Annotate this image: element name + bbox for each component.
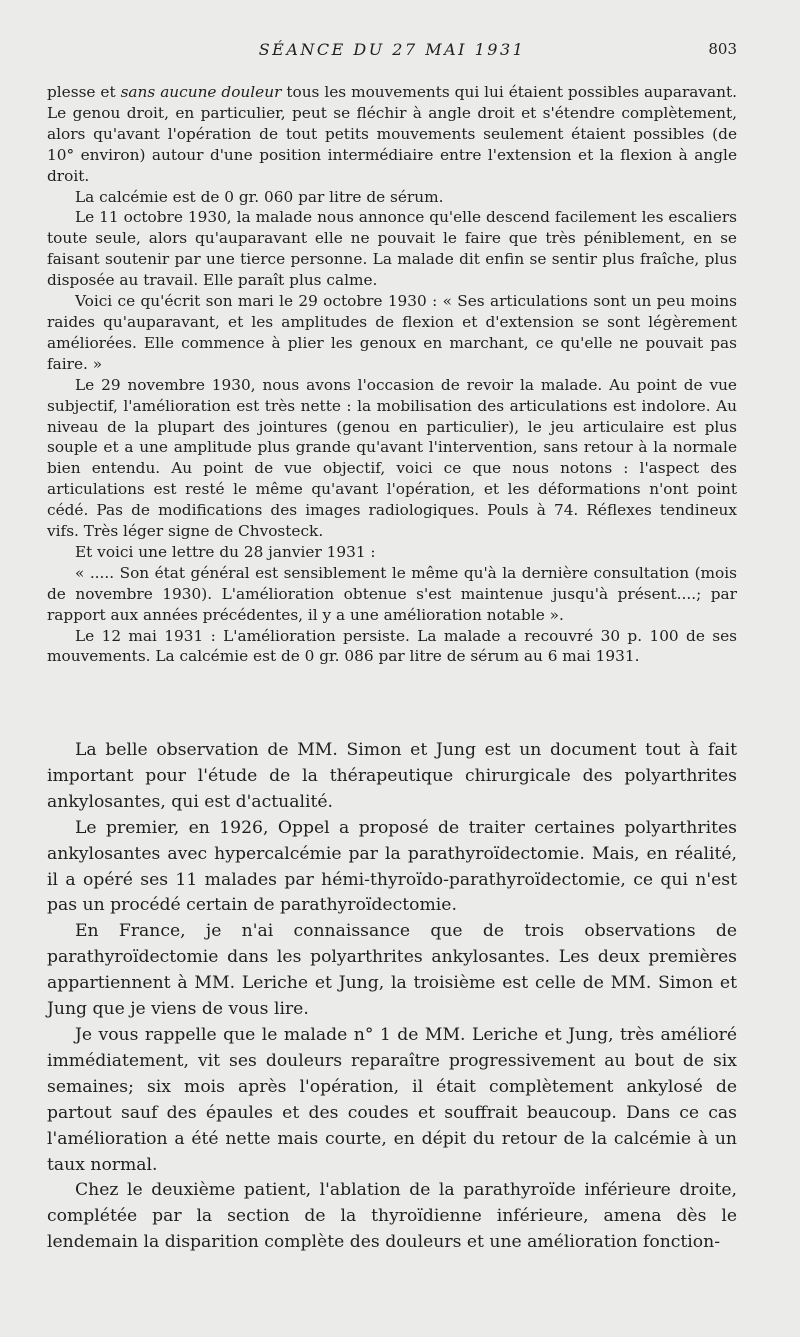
paragraph [47, 82, 737, 187]
paragraph: La belle observation de MM. Simon et Jung est un document tout à fait important pour l'étude de la thérapeutique chirurgicale des polyarthrites ankylosantes, qui est d'actualité. [47, 740, 737, 812]
case-report-text [47, 82, 737, 667]
discussion-text [47, 738, 737, 1256]
paragraph: Et voici une lettre du 28 janvier 1931 : [75, 542, 376, 561]
running-header [47, 40, 737, 62]
paragraph: Voici ce qu'écrit son mari le 29 octobre 1930 : « Ses articulations sont un peu moins raides qu'auparavant, et les amplitudes de flexion et d'extension se sont légèrement améliorées. Elle commence à plier les genoux en marchant, ce qu'elle ne pouvait pas faire. » [47, 292, 737, 373]
paragraph-rest: tous les mouvements qui lui étaient possibles auparavant. Le genou droit, en particulier, peut se fléchir à angle droit et s'étendre complètement, alors qu'avant l'opération de tout petits mouvements seulement étaient possibles (de 10° environ) autour d'une position intermédiaire entre l'extension et la flexion à angle droit. [47, 83, 737, 185]
paragraph: Le 11 octobre 1930, la malade nous annonce qu'elle descend facilement les escaliers toute seule, alors qu'auparavant elle ne pouvait le faire que très péniblement, en se faisant soutenir par une tierce personne. La malade dit enfin se sentir plus fraîche, plus disposée au travail. Elle paraît plus calme. [47, 208, 737, 290]
paragraph: La calcémie est de 0 gr. 060 par litre de sérum. [75, 187, 444, 206]
paragraph: « ..... Son état général est sensiblement le même qu'à la dernière consultation (mois de novembre 1930). L'amélioration obtenue s'est maintenue jusqu'à présent....; par rapport aux années précédentes, il y a une amélioration notable ». [47, 563, 737, 624]
page-number: 803 [708, 40, 737, 58]
paragraph: Le premier, en 1926, Oppel a proposé de traiter certaines polyarthrites ankylosantes avec hypercalcémie par la parathyroïdectomie. Mais, en réalité, il a opéré ses 11 malades par hémi-thyroïdo-parathyroïdectomie, ce qui n'est pas un procédé certain de parathyroïdectomie. [47, 817, 737, 916]
emphasis: sans aucune douleur [120, 83, 282, 101]
paragraph: Le 12 mai 1931 : L'amélioration persiste. La malade a recouvré 30 p. 100 de ses mouvements. La calcémie est de 0 gr. 086 par litre de sérum au 6 mai 1931. [47, 626, 737, 666]
paragraph: Le 29 novembre 1930, nous avons l'occasion de revoir la malade. Au point de vue subjectif, l'amélioration est très nette : la mobilisation des articulations est indolore. Au niveau de la plupart des jointures (genou en particulier), le jeu articulaire est plus souple et a une amplitude plus grande qu'avant l'intervention, sans retour à la normale bien entendu. Au point de vue objectif, voici ce que nous notons : l'aspect des articulations est resté le même qu'avant l'opération, et les déformations n'ont point cédé. Pas de modifications des images radiologiques. Pouls à 74. Réflexes tendineux vifs. Très léger signe de Chvosteck. [47, 375, 737, 541]
paragraph: Je vous rappelle que le malade n° 1 de MM. Leriche et Jung, très amélioré immédiatement, vit ses douleurs reparaître progressivement au bout de six semaines; six mois après l'opération, il était complètement ankylosé de partout sauf des épaules et des coudes et souffrait beaucoup. Dans ce cas l'amélioration a été nette mais courte, en dépit du retour de la calcémie à un taux normal. [47, 1024, 737, 1175]
paragraph: Chez le deuxième patient, l'ablation de la parathyroïde inférieure droite, complétée par la section de la thyroïdienne inférieure, amena dès le lendemain la disparition complète des douleurs et une amélioration fonction- [47, 1180, 737, 1253]
paragraph: En France, je n'ai connaissance que de trois observations de parathyroïdectomie dans les polyarthrites ankylosantes. Les deux premières appartiennent à MM. Leriche et Jung, la troisième est celle de MM. Simon et Jung que je viens de vous lire. [47, 921, 737, 1020]
running-title: SÉANCE DU 27 MAI 1931 [258, 40, 526, 59]
paragraph-lead: plesse et [47, 83, 121, 101]
